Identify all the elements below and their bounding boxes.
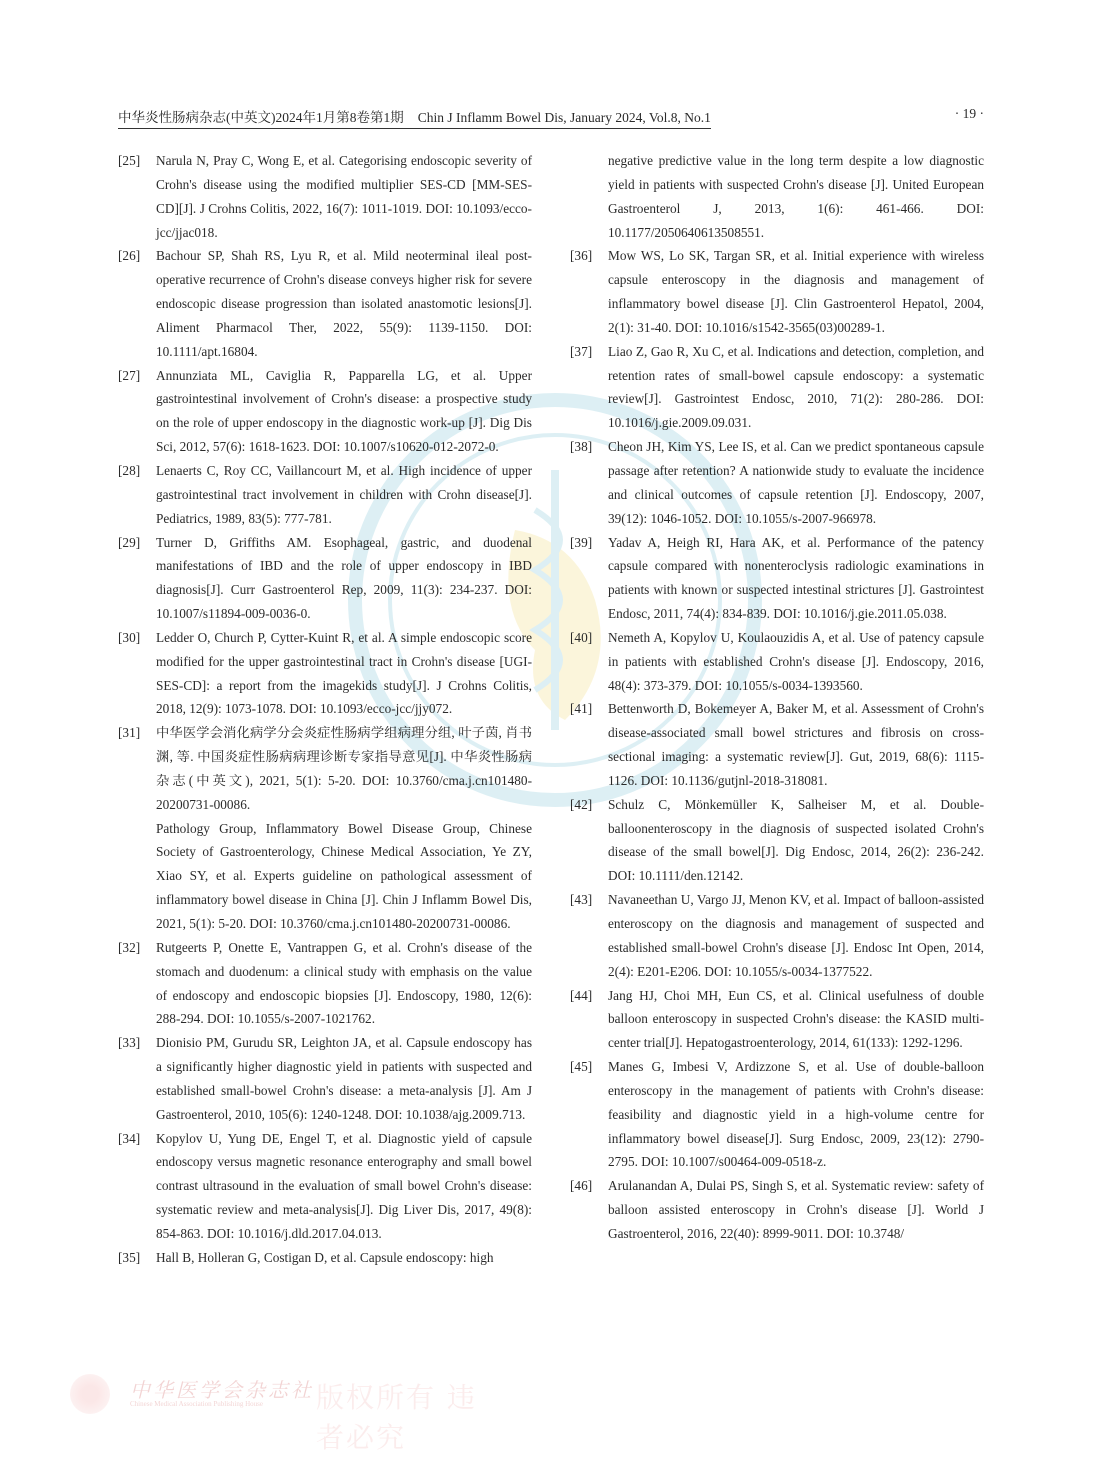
journal-citation	[118, 106, 711, 129]
reference-text: Liao Z, Gao R, Xu C, et al. Indications and detection, completion, and retention rates of small-bowel capsule endoscopy: a systematic review[J]. Gastrointest Endosc, 2010, 71(2): 280-286. DOI: 10.1016/j.gie.2009.09.031.	[608, 343, 984, 431]
reference-item	[118, 149, 532, 244]
reference-text: Yadav A, Heigh RI, Hara AK, et al. Performance of the patency capsule compared with nonenteroclysis radiologic examinations in patients with known or suspected intestinal strictures [J]. Gastrointest Endosc, 2011, 74(4): 834-839. DOI: 10.1016/j.gie.2011.05.038.	[608, 534, 984, 622]
reference-item	[570, 1055, 984, 1174]
reference-item	[570, 888, 984, 983]
reference-number: [26]	[118, 248, 141, 264]
journal-title-en: Chin J Inflamm Bowel Dis, January 2024, Vol.8, No.1	[417, 110, 711, 125]
reference-item	[570, 697, 984, 792]
references-left-column	[118, 149, 532, 1270]
reference-text: negative predictive value in the long term despite a low diagnostic yield in patients with suspected Crohn's disease [J]. United European Gastroenterol J, 2013, 1(6): 461-466. DOI: 10.1177/2050640613508551.	[608, 153, 984, 240]
reference-text: Cheon JH, Kim YS, Lee IS, et al. Can we predict spontaneous capsule passage after retention? A nationwide study to evaluate the incidence and clinical outcomes of capsule retention [J]. Endoscopy, 2007, 39(12): 1046-1052. DOI: 10.1055/s-2007-966978.	[608, 439, 984, 526]
reference-item	[118, 531, 532, 626]
reference-item	[570, 626, 984, 698]
reference-text: Dionisio PM, Gurudu SR, Leighton JA, et al. Capsule endoscopy has a significantly higher diagnostic yield in patients with suspected and established small-bowel Crohn's disease: a meta-analysis [J]. Am J Gastroenterol, 2010, 105(6): 1240-1248. DOI: 10.1038/ajg.2009.713.	[156, 1035, 532, 1122]
publisher-watermark	[70, 1372, 500, 1454]
reference-item	[118, 936, 532, 1031]
reference-number: [33]	[118, 1035, 141, 1051]
reference-text: Annunziata ML, Caviglia R, Papparella LG, et al. Upper gastrointestinal involvement of Crohn's disease: a prospective study on the role of upper endoscopy in the diagnostic work-up [J]. Dig Dis Sci, 2012, 57(6): 1618-1623. DOI: 10.1007/s10620-012-2072-0.	[156, 367, 532, 455]
reference-number: [46]	[570, 1178, 593, 1194]
reference-text: Bachour SP, Shah RS, Lyu R, et al. Mild neoterminal ileal post-operative recurrence of Crohn's disease conveys higher risk for severe endoscopic disease progression than isolated anastomotic lesions[J]. Aliment Pharmacol Ther, 2022, 55(9): 1139-1150. DOI: 10.1111/apt.16804.	[156, 248, 532, 359]
reference-text: Narula N, Pray C, Wong E, et al. Categorising endoscopic severity of Crohn's disease using the modified multiplier SES-CD [MM-SES-CD][J]. J Crohns Colitis, 2022, 16(7): 1011-1019. DOI: 10.1093/ecco-jcc/jjac018.	[156, 153, 532, 240]
reference-item	[570, 244, 984, 339]
reference-number: [29]	[118, 534, 141, 550]
running-header	[118, 106, 984, 128]
copyright-notice: 版权所有 违者必究	[316, 1381, 477, 1454]
reference-number: [44]	[570, 987, 593, 1003]
reference-text: Schulz C, Mönkemüller K, Salheiser M, et al. Double-balloonenteroscopy in the diagnosis of suspected isolated Crohn's disease of the small bowel[J]. Dig Endosc, 2014, 26(2): 236-242. DOI: 10.1111/den.12142.	[608, 796, 984, 884]
reference-text: Lenaerts C, Roy CC, Vaillancourt M, et al. High incidence of upper gastrointestinal tract involvement in children with Crohn disease[J]. Pediatrics, 1989, 83(5): 777-781.	[156, 462, 532, 526]
reference-item	[570, 984, 984, 1056]
reference-text: Mow WS, Lo SK, Targan SR, et al. Initial experience with wireless capsule enteroscopy in the diagnosis and management of inflammatory bowel disease [J]. Clin Gastroenterol Hepatol, 2004, 2(1): 31-40. DOI: 10.1016/s1542-3565(03)00289-1.	[608, 248, 984, 335]
reference-item	[118, 626, 532, 721]
reference-text: Navaneethan U, Vargo JJ, Menon KV, et al. Impact of balloon-assisted enteroscopy on the diagnosis and management of suspected and established small-bowel Crohn's disease [J]. Endosc Int Open, 2014, 2(4): E201-E206. DOI: 10.1055/s-0034-1377522.	[608, 892, 984, 979]
reference-number: [32]	[118, 939, 141, 955]
reference-number: [37]	[570, 343, 593, 359]
reference-text: Ledder O, Church P, Cytter-Kuint R, et al. A simple endoscopic score modified for the upper gastrointestinal tract in Crohn's disease [UGI-SES-CD]: a report from the imagekids study[J]. J Crohns Colitis, 2018, 12(9): 1073-1078. DOI: 10.1093/ecco-jcc/jjy072.	[156, 629, 532, 717]
publisher-name-cn: 中华医学会杂志社	[130, 1380, 314, 1402]
reference-text: Turner D, Griffiths AM. Esophageal, gastric, and duodenal manifestations of IBD and the role of upper endoscopy in IBD diagnosis[J]. Curr Gastroenterol Rep, 2009, 11(3): 234-237. DOI: 10.1007/s11894-009-0036-0.	[156, 534, 532, 622]
reference-number: [38]	[570, 439, 593, 455]
reference-text: Hall B, Holleran G, Costigan D, et al. Capsule endoscopy: high	[156, 1249, 494, 1265]
reference-number: [45]	[570, 1059, 593, 1075]
reference-number: [42]	[570, 796, 593, 812]
reference-number: [30]	[118, 629, 141, 645]
reference-number: [39]	[570, 534, 593, 550]
reference-text: 中华医学会消化病学分会炎症性肠病学组病理分组, 叶子茵, 肖书渊, 等. 中国炎症性肠病病理诊断专家指导意见[J]. 中华炎性肠病杂志(中英文), 2021, 5(1): 5-20. DOI: 10.3760/cma.j.cn101480-20200731-00086.	[156, 725, 532, 812]
reference-text: Kopylov U, Yung DE, Engel T, et al. Diagnostic yield of capsule endoscopy versus magnetic resonance enterography and small bowel contrast ultrasound in the evaluation of small bowel Crohn's disease: systematic review and meta-analysis[J]. Dig Liver Dis, 2017, 49(8): 854-863. DOI: 10.1016/j.dld.2017.04.013.	[156, 1130, 532, 1241]
reference-number: [35]	[118, 1249, 141, 1265]
reference-text: Bettenworth D, Bokemeyer A, Baker M, et al. Assessment of Crohn's disease-associated small bowel strictures and fibrosis on cross-sectional imaging: a systematic review[J]. Gut, 2019, 68(6): 1115-1126. DOI: 10.1136/gutjnl-2018-318081.	[608, 701, 984, 788]
reference-text: Nemeth A, Kopylov U, Koulaouzidis A, et al. Use of patency capsule in patients with established Crohn's disease [J]. Endoscopy, 2016, 48(4): 373-379. DOI: 10.1055/s-0034-1393560.	[608, 629, 984, 693]
reference-item	[118, 459, 532, 531]
reference-number: [27]	[118, 367, 141, 383]
reference-item	[118, 1031, 532, 1126]
reference-number: [43]	[570, 892, 593, 908]
page-number: · 19 ·	[954, 106, 984, 121]
reference-item	[118, 721, 532, 936]
publisher-name-en: Chinese Medical Association Publishing House	[130, 1400, 263, 1408]
reference-item	[118, 1246, 532, 1270]
reference-item	[570, 435, 984, 530]
reference-item	[118, 364, 532, 459]
reference-item	[570, 531, 984, 626]
reference-text: Pathology Group, Inflammatory Bowel Disease Group, Chinese Society of Gastroenterology, Chinese Medical Association, Ye ZY, Xiao SY, et al. Experts guideline on pathological assessment of inflammatory bowel disease in China [J]. Chin J Inflamm Bowel Dis, 2021, 5(1): 5-20. DOI: 10.3760/cma.j.cn101480-20200731-00086.	[156, 820, 532, 931]
reference-number: [25]	[118, 153, 141, 168]
reference-text: Jang HJ, Choi MH, Eun CS, et al. Clinical usefulness of double balloon enteroscopy in suspected Crohn's disease: the KASID multi-center trial[J]. Hepatogastroenterology, 2014, 61(133): 1292-1296.	[608, 987, 984, 1051]
reference-text: Rutgeerts P, Onette E, Vantrappen G, et al. Crohn's disease of the stomach and duodenum: a clinical study with emphasis on the value of endoscopy and endoscopic biopsies [J]. Endoscopy, 1980, 12(6): 288-294. DOI: 10.1055/s-2007-1021762.	[156, 939, 532, 1027]
reference-number: [31]	[118, 725, 141, 741]
reference-number: [28]	[118, 462, 141, 478]
reference-item	[570, 793, 984, 888]
publisher-logo-icon	[70, 1374, 110, 1414]
reference-item	[118, 1127, 532, 1246]
reference-item	[570, 1174, 984, 1246]
reference-number: [40]	[570, 629, 593, 645]
references-right-column	[570, 149, 984, 1246]
reference-item	[570, 149, 984, 244]
reference-number: [36]	[570, 248, 593, 264]
reference-text: Arulanandan A, Dulai PS, Singh S, et al. Systematic review: safety of balloon assisted enteroscopy in Crohn's disease [J]. World J Gastroenterol, 2016, 22(40): 8999-9011. DOI: 10.3748/	[608, 1178, 984, 1241]
reference-number: [41]	[570, 701, 593, 717]
journal-title-cn: 中华炎性肠病杂志(中英文)2024年1月第8卷第1期	[118, 110, 404, 125]
reference-number: [34]	[118, 1130, 141, 1146]
reference-item	[570, 340, 984, 435]
reference-item	[118, 244, 532, 363]
reference-text: Manes G, Imbesi V, Ardizzone S, et al. Use of double-balloon enteroscopy in the management of patients with Crohn's disease: feasibility and diagnostic yield in a high-volume centre for inflammatory bowel disease[J]. Surg Endosc, 2009, 23(12): 2790-2795. DOI: 10.1007/s00464-009-0518-z.	[608, 1059, 984, 1170]
